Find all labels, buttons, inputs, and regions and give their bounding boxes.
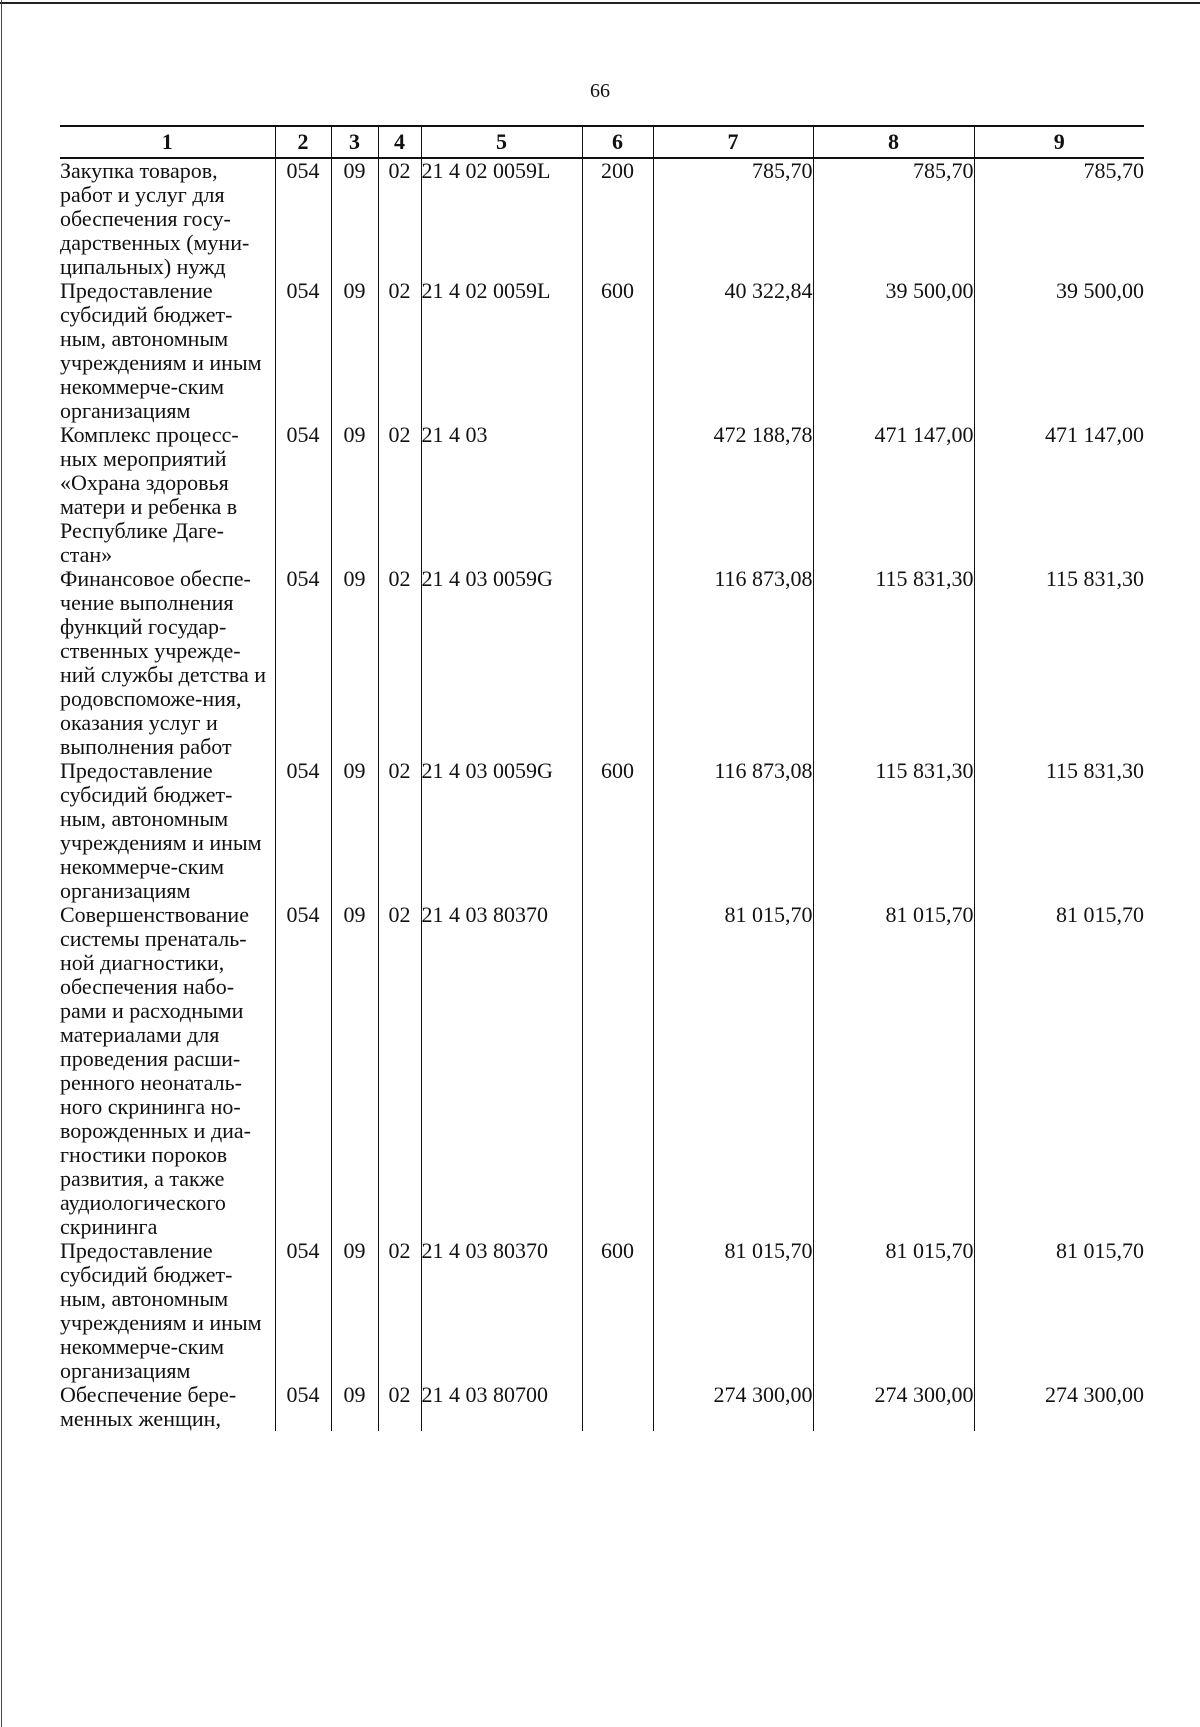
amount-col-8: 471 147,00 [813,423,974,567]
target-code: 21 4 02 0059L [421,158,582,279]
subsection-code: 02 [378,158,421,279]
admin-code: 054 [275,279,331,423]
target-code: 21 4 03 80370 [421,1239,582,1383]
section-code: 09 [331,903,378,1239]
amount-col-7: 40 322,84 [653,279,813,423]
row-name: Предоставление субсидий бюджет-ным, автономным учреждениям и иным некоммерче-ским организациям [60,1239,275,1383]
amount-col-9: 471 147,00 [974,423,1144,567]
target-code: 21 4 02 0059L [421,279,582,423]
expense-type-code [582,423,653,567]
section-code: 09 [331,567,378,759]
admin-code: 054 [275,903,331,1239]
amount-col-9: 115 831,30 [974,759,1144,903]
table-body [60,158,1144,1431]
target-code: 21 4 03 0059G [421,759,582,903]
table-row [60,279,1144,423]
amount-col-7: 81 015,70 [653,903,813,1239]
amount-col-9: 39 500,00 [974,279,1144,423]
expense-type-code: 600 [582,279,653,423]
amount-col-7: 785,70 [653,158,813,279]
amount-col-7: 274 300,00 [653,1383,813,1431]
amount-col-8: 81 015,70 [813,903,974,1239]
amount-col-8: 115 831,30 [813,567,974,759]
subsection-code: 02 [378,1239,421,1383]
header-col-3: 3 [331,126,378,158]
amount-col-9: 274 300,00 [974,1383,1144,1431]
section-code: 09 [331,279,378,423]
header-col-2: 2 [275,126,331,158]
subsection-code: 02 [378,903,421,1239]
target-code: 21 4 03 80370 [421,903,582,1239]
row-name: Финансовое обеспе-чение выполнения функций государ-ственных учрежде-ний службы детства и родовспоможе-ния, оказания услуг и выполнения работ [60,567,275,759]
row-name: Совершенствование системы пренаталь-ной диагностики, обеспечения набо-рами и расходными материалами для проведения расши-ренного неонаталь-ного скрининга но-ворожденных и диа-гностики пороков развития, а также аудиологического скрининга [60,903,275,1239]
amount-col-7: 472 188,78 [653,423,813,567]
section-code: 09 [331,1239,378,1383]
expense-type-code: 600 [582,1239,653,1383]
amount-col-7: 116 873,08 [653,567,813,759]
section-code: 09 [331,423,378,567]
expense-type-code: 200 [582,158,653,279]
header-row [60,126,1144,158]
header-col-4: 4 [378,126,421,158]
admin-code: 054 [275,567,331,759]
target-code: 21 4 03 0059G [421,567,582,759]
header-col-8: 8 [813,126,974,158]
row-name: Предоставление субсидий бюджет-ным, автономным учреждениям и иным некоммерче-ским организациям [60,759,275,903]
subsection-code: 02 [378,423,421,567]
subsection-code: 02 [378,1383,421,1431]
top-border-line [0,2,1200,4]
row-name: Комплекс процесс-ных мероприятий «Охрана здоровья матери и ребенка в Республике Даге-стан» [60,423,275,567]
page-number: 66 [590,80,610,102]
amount-col-9: 115 831,30 [974,567,1144,759]
admin-code: 054 [275,1239,331,1383]
expense-type-code [582,903,653,1239]
table-header [60,126,1144,158]
admin-code: 054 [275,158,331,279]
amount-col-9: 81 015,70 [974,903,1144,1239]
amount-col-7: 116 873,08 [653,759,813,903]
table-row [60,423,1144,567]
table-row [60,567,1144,759]
row-name: Закупка товаров, работ и услуг для обеспечения госу-дарственных (муни-ципальных) нужд [60,158,275,279]
header-col-7: 7 [653,126,813,158]
section-code: 09 [331,1383,378,1431]
section-code: 09 [331,759,378,903]
table-row [60,1383,1144,1431]
expense-type-code [582,567,653,759]
table-row [60,1239,1144,1383]
header-col-6: 6 [582,126,653,158]
header-col-5: 5 [421,126,582,158]
amount-col-8: 274 300,00 [813,1383,974,1431]
amount-col-9: 785,70 [974,158,1144,279]
admin-code: 054 [275,423,331,567]
amount-col-7: 81 015,70 [653,1239,813,1383]
table-row [60,759,1144,903]
subsection-code: 02 [378,279,421,423]
target-code: 21 4 03 80700 [421,1383,582,1431]
subsection-code: 02 [378,759,421,903]
target-code: 21 4 03 [421,423,582,567]
subsection-code: 02 [378,567,421,759]
amount-col-8: 81 015,70 [813,1239,974,1383]
header-col-1: 1 [60,126,275,158]
expense-type-code: 600 [582,759,653,903]
admin-code: 054 [275,759,331,903]
expense-type-code [582,1383,653,1431]
section-code: 09 [331,158,378,279]
amount-col-9: 81 015,70 [974,1239,1144,1383]
left-border-line [1,0,2,1727]
table-row [60,158,1144,279]
row-name: Обеспечение бере-менных женщин, [60,1383,275,1431]
amount-col-8: 39 500,00 [813,279,974,423]
amount-col-8: 785,70 [813,158,974,279]
budget-table [60,125,1144,1431]
amount-col-8: 115 831,30 [813,759,974,903]
admin-code: 054 [275,1383,331,1431]
header-col-9: 9 [974,126,1144,158]
table-row [60,903,1144,1239]
row-name: Предоставление субсидий бюджет-ным, автономным учреждениям и иным некоммерче-ским организациям [60,279,275,423]
